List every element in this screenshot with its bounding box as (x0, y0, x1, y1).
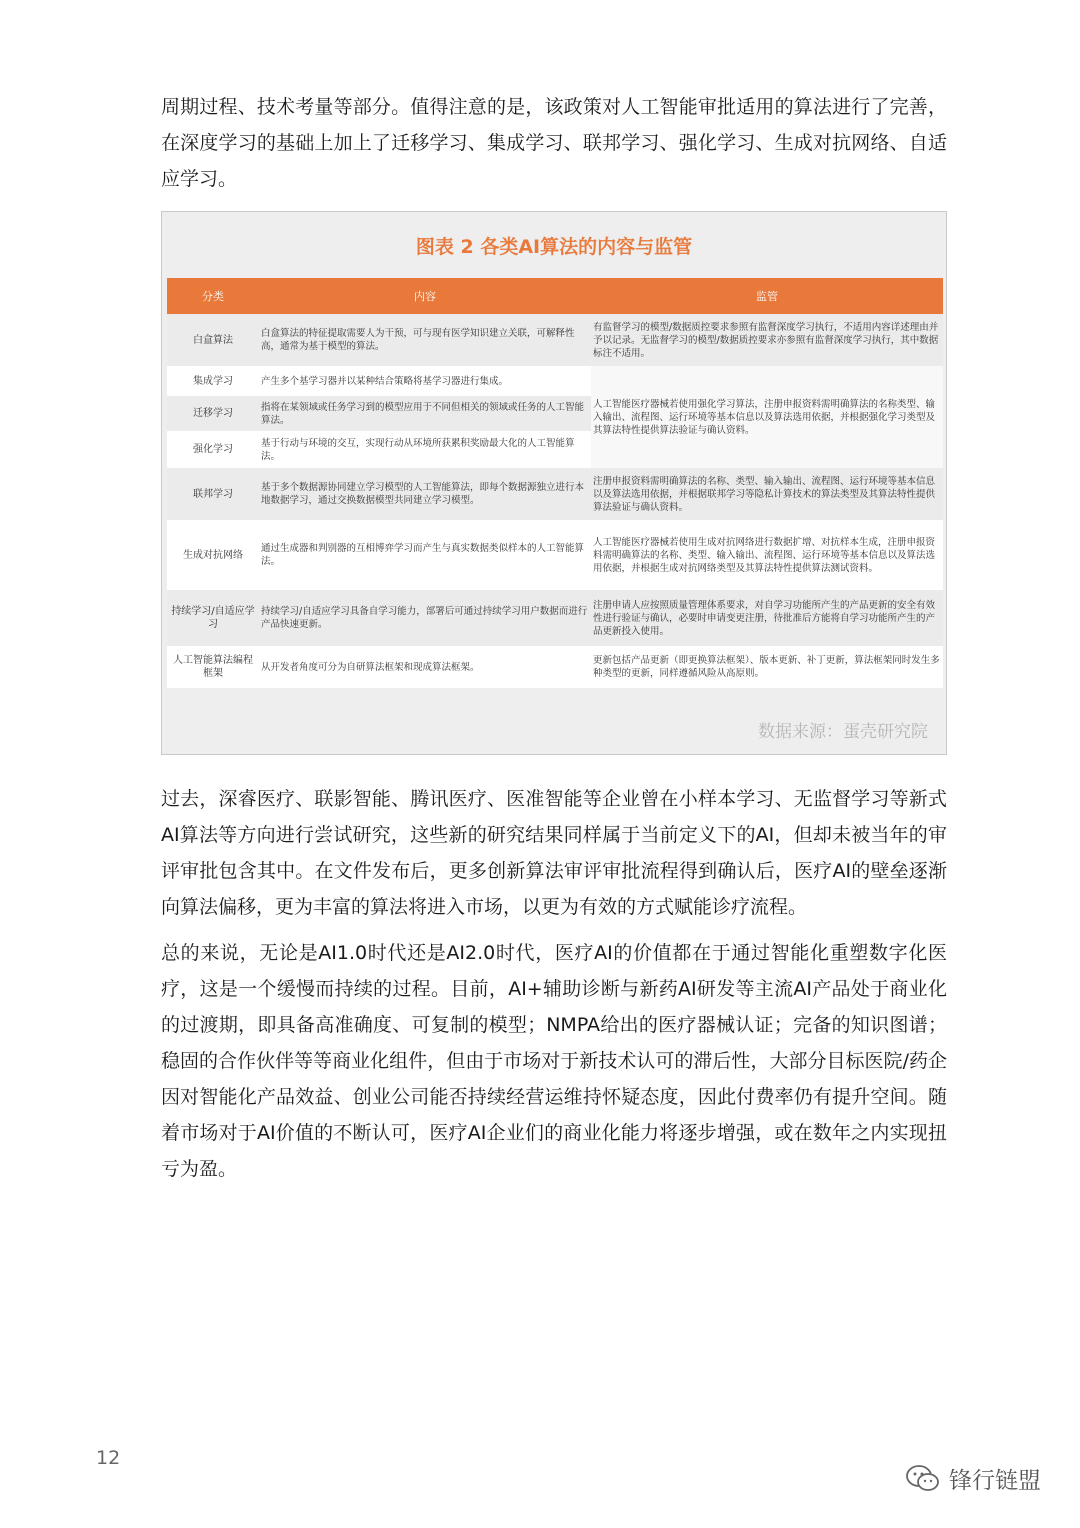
cell-content: 持续学习/自适应学习具备自学习能力，部署后可通过持续学习用户数据而进行产品快速更新。 (259, 590, 591, 646)
cell-content: 基于多个数据源协同建立学习模型的人工智能算法，即每个数据源独立进行本地数据学习，通过交换数据模型共同建立学习模型。 (259, 468, 591, 520)
header-category: 分类 (167, 278, 259, 314)
body-paragraph-3: 总的来说，无论是AI1.0时代还是AI2.0时代，医疗AI的价值都在于通过智能化重塑数字化医疗，这是一个缓慢而持续的过程。目前，AI+辅助诊断与新药AI研发等主流AI产品处于商业化的过渡期，即具备高准确度、可复制的模型；NMPA给出的医疗器械认证；完备的知识图谱；稳固的合作伙伴等等商业化组件，但由于市场对于新技术认可的滞后性，大部分目标医院/药企因对智能化产品效益、创业公司能否持续经营运维持怀疑态度，因此付费率仍有提升空间。随着市场对于AI价值的不断认可，医疗AI企业们的商业化能力将逐步增强，或在数年之内实现扭亏为盈。 (161, 942, 947, 1180)
table-row (167, 590, 943, 646)
page-number: 12 (96, 1447, 121, 1469)
figure-title: 图表 2 各类AI算法的内容与监管 (415, 236, 693, 258)
cell-supervision: 有监督学习的模型/数据质控要求参照有监督深度学习执行，不适用内容详述理由并予以记录。无监督学习的模型/数据质控要求亦参照有监督深度学习执行，其中数据标注不适用。 (591, 314, 943, 366)
cell-category: 联邦学习 (167, 468, 259, 520)
cell-supervision: 注册申请人应按照质量管理体系要求，对自学习功能所产生的产品更新的安全有效性进行验证与确认，必要时申请变更注册，待批准后方能将自学习功能所产生的产品更新投入使用。 (591, 590, 943, 646)
wechat-icon (905, 1464, 941, 1494)
cell-content: 产生多个基学习器并以某种结合策略将基学习器进行集成。 (259, 366, 591, 396)
cell-content: 通过生成器和判别器的互相博弈学习而产生与真实数据类似样本的人工智能算法。 (259, 520, 591, 590)
cell-supervision: 更新包括产品更新（即更换算法框架）、版本更新、补丁更新，算法框架同时发生多种类型的更新，同样遵循风险从高原则。 (591, 646, 943, 688)
cell-content: 指将在某领域或任务学习到的模型应用于不同但相关的领域或任务的人工智能算法。 (259, 396, 591, 431)
figure-source: 数据来源：蛋壳研究院 (758, 722, 928, 742)
watermark (905, 1462, 1041, 1495)
cell-supervision: 人工智能医疗器械若使用强化学习算法，注册申报资料需明确算法的名称类型、输入输出、流程图、运行环境等基本信息以及算法选用依据，并根据强化学习类型及其算法特性提供算法验证与确认资料。 (591, 366, 943, 468)
cell-content: 基于行动与环境的交互，实现行动从环境所获累积奖励最大化的人工智能算法。 (259, 431, 591, 468)
cell-category: 集成学习 (167, 366, 259, 396)
table-header-row (167, 278, 943, 314)
header-content: 内容 (259, 278, 591, 314)
ai-algorithm-table (167, 278, 943, 688)
cell-content: 白盒算法的特征提取需要人为干预，可与现有医学知识建立关联，可解释性高，通常为基于模型的算法。 (259, 314, 591, 366)
cell-supervision: 注册申报资料需明确算法的名称、类型、输入输出、流程图、运行环境等基本信息以及算法选用依据，并根据联邦学习等隐私计算技术的算法类型及其算法特性提供算法验证与确认资料。 (591, 468, 943, 520)
cell-category: 迁移学习 (167, 396, 259, 431)
table-row (167, 646, 943, 688)
cell-category: 人工智能算法编程框架 (167, 646, 259, 688)
figure-table-box (161, 211, 947, 755)
cell-supervision: 人工智能医疗器械若使用生成对抗网络进行数据扩增、对抗样本生成，注册申报资料需明确算法的名称、类型、输入输出、流程图、运行环境等基本信息以及算法选用依据，并根据生成对抗网络类型及其算法特性提供算法测试资料。 (591, 520, 943, 590)
header-supervision: 监管 (591, 278, 943, 314)
table-row (167, 366, 943, 396)
cell-content: 从开发者角度可分为自研算法框架和现成算法框架。 (259, 646, 591, 688)
table-row (167, 520, 943, 590)
table-row (167, 314, 943, 366)
intro-paragraph: 周期过程、技术考量等部分。值得注意的是，该政策对人工智能审批适用的算法进行了完善，在深度学习的基础上加上了迁移学习、集成学习、联邦学习、强化学习、生成对抗网络、自适应学习。 (161, 96, 947, 190)
watermark-text: 锋行链盟 (949, 1468, 1041, 1494)
cell-category: 持续学习/自适应学习 (167, 590, 259, 646)
cell-category: 生成对抗网络 (167, 520, 259, 590)
cell-category: 白盒算法 (167, 314, 259, 366)
body-paragraph-2: 过去，深睿医疗、联影智能、腾讯医疗、医准智能等企业曾在小样本学习、无监督学习等新式AI算法等方向进行尝试研究，这些新的研究结果同样属于当前定义下的AI，但却未被当年的审评审批包含其中。在文件发布后，更多创新算法审评审批流程得到确认后，医疗AI的壁垒逐渐向算法偏移，更为丰富的算法将进入市场，以更为有效的方式赋能诊疗流程。 (161, 788, 947, 918)
cell-category: 强化学习 (167, 431, 259, 468)
table-row (167, 468, 943, 520)
